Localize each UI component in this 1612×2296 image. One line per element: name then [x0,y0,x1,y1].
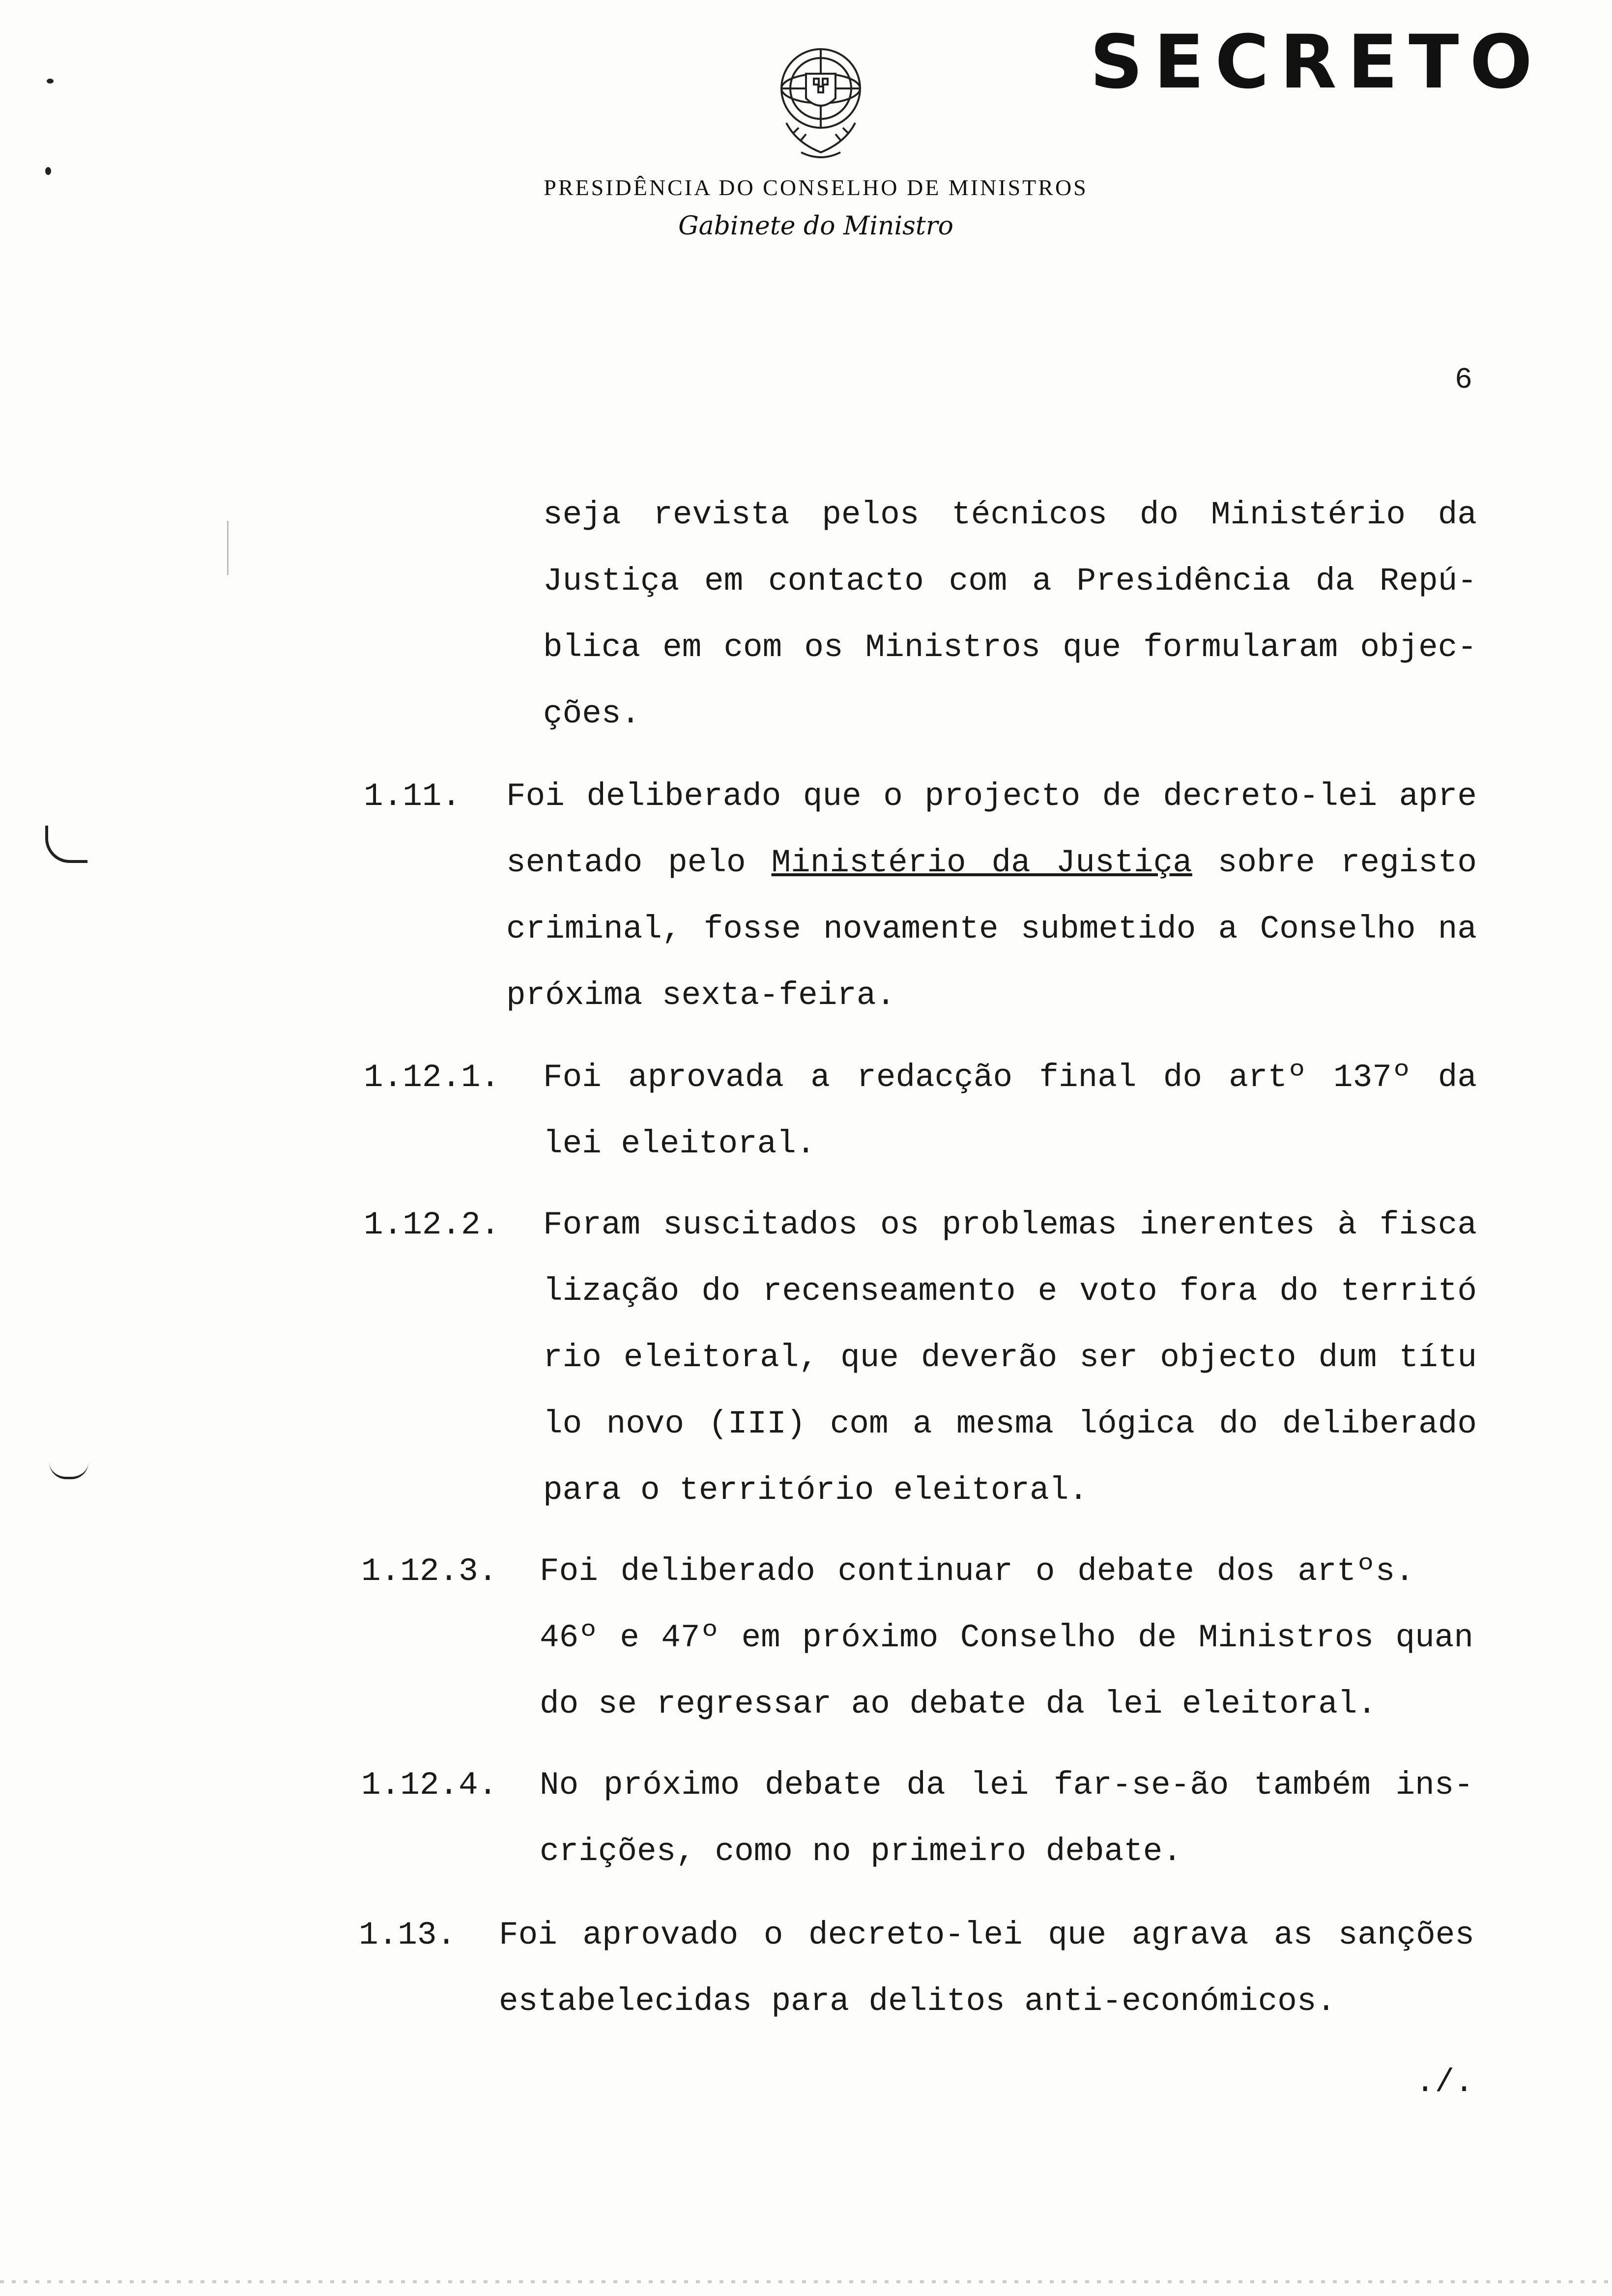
header-title: PRESIDÊNCIA DO CONSELHO DE MINISTROS [544,175,1088,200]
text-line: Foi deliberado continuar o debate dos artºs. [540,1553,1414,1590]
continuation-mark: ./. [1415,2064,1474,2101]
text-line: rio eleitoral, que deverão ser objecto dum títu [543,1339,1477,1376]
scan-mark [227,521,229,575]
text-line: blica em com os Ministros que formularam objec- [543,629,1477,666]
item-number: 1.11. [364,778,461,815]
item-number: 1.13. [359,1917,457,1953]
underlined-text: Ministério da Justiça [771,844,1192,881]
coat-of-arms-emblem [767,39,875,167]
text-line: do se regressar ao debate da lei eleitoral. [540,1686,1377,1722]
text-line: sentado pelo Ministério da Justiça sobre registo [506,844,1477,881]
text-line: 46º e 47º em próximo Conselho de Ministros quan [540,1619,1473,1656]
text-line: Foram suscitados os problemas inerentes à fisca [543,1206,1477,1243]
page-number: 6 [1455,364,1473,397]
text-line: crições, como no primeiro debate. [540,1833,1182,1870]
text-line: criminal, fosse novamente submetido a Conselho na [506,911,1477,947]
item-number: 1.12.3. [361,1553,498,1590]
scan-mark [45,167,51,175]
secret-stamp: SECRETO [1090,20,1543,105]
item-number: 1.12.1. [364,1059,500,1096]
text-line: lização do recenseamento e voto fora do territó [543,1273,1477,1310]
text-line: ções. [543,695,641,732]
text-line: No próximo debate da lei far-se-ão também ins- [540,1767,1473,1804]
text-line: seja revista pelos técnicos do Ministério da [543,496,1477,533]
text-line: próxima sexta-feira. [506,977,896,1014]
scan-mark [45,826,87,863]
text-line: Foi deliberado que o projecto de decreto-lei apre [506,778,1477,815]
scan-mark [47,79,54,84]
scan-mark [49,1462,88,1479]
scan-noise [0,2280,1612,2283]
text-line: Foi aprovada a redacção final do artº 137º da [543,1059,1477,1096]
text-line: estabelecidas para delitos anti-económicos. [499,1983,1336,2020]
item-number: 1.12.2. [364,1206,500,1243]
header-subtitle: Gabinete do Ministro [678,211,953,241]
text-line: para o território eleitoral. [543,1472,1088,1509]
text-line: Justiça em contacto com a Presidência da Repú- [543,563,1477,600]
text-line: lei eleitoral. [543,1125,816,1162]
text-line: lo novo (III) com a mesma lógica do deliberado [543,1406,1477,1442]
item-number: 1.12.4. [361,1767,498,1804]
text-line: Foi aprovado o decreto-lei que agrava as sanções [499,1917,1474,1953]
